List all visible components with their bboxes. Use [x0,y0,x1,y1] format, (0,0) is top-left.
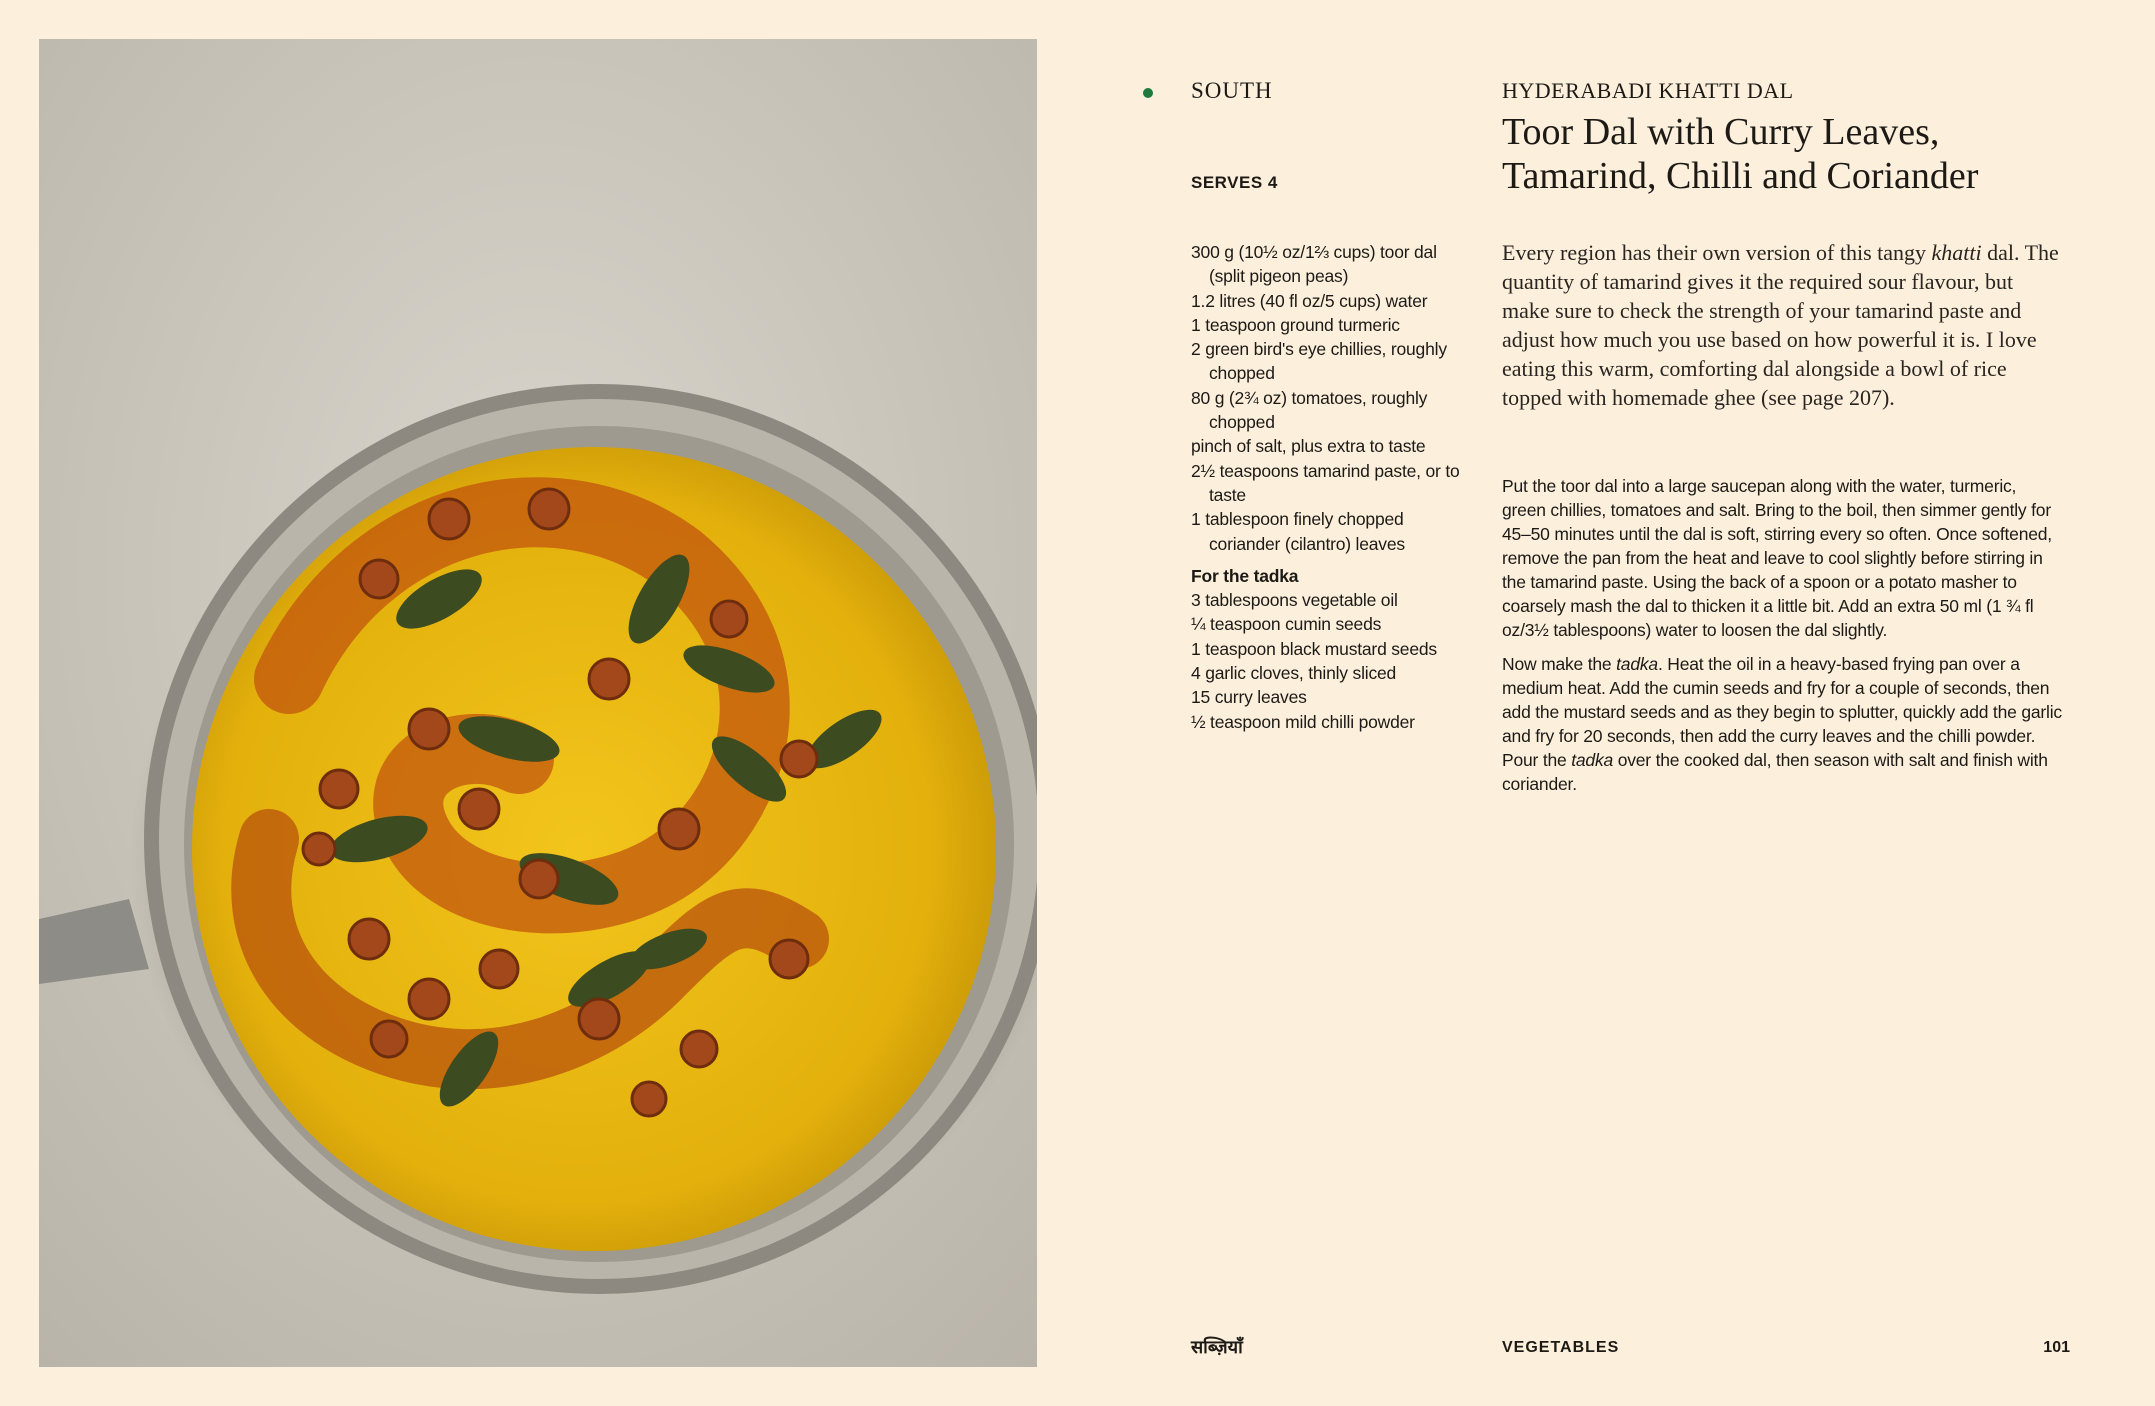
method-text: Now make the [1502,654,1617,674]
method-step-1: Put the toor dal into a large saucepan along with the water, turmeric, green chillies, tomatoes and salt. Bring to the boil, then simmer gently for 45–50 minutes until the dal is soft, stirring every so often. Once softened, remove the pan from the heat and leave to cool slightly before stirring in the tamarind paste. Using the back of a spoon or a potato masher to coarsely mash the dal to thicken it a little bit. Add an extra 50 ml (1 ¾ fl oz/3½ tablespoons) water to loosen the dal slightly. [1502,476,2052,640]
tadka-ingredient-item: ½ teaspoon mild chilli powder [1191,711,1415,732]
intro-text: Every region has their own version of this tangy [1502,240,1932,265]
tadka-ingredient-item: 1 teaspoon black mustard seeds [1191,638,1437,659]
dal-photo-illustration [39,39,1037,1367]
ingredient-item: 80 g (2¾ oz) tomatoes, roughly chopped [1191,387,1428,433]
page-number: 101 [2043,1339,2070,1356]
recipe-title [1502,110,2102,198]
region-dot [1143,88,1153,98]
footer-section-label: VEGETABLES [1502,1339,1620,1356]
tadka-ingredient-item: 15 curry leaves [1191,687,1307,708]
method-step-2 [1502,652,2062,796]
tadka-heading: For the tadka [1191,565,1299,586]
method-emphasis: tadka [1571,750,1614,770]
method-text: over the cooked dal, then season with salt and finish with coriander. [1502,750,2048,794]
ingredient-item: 2½ teaspoons tamarind paste, or to taste [1191,460,1460,505]
ingredient-item: 2 green bird's eye chillies, roughly chopped [1191,339,1447,384]
ingredient-item: 1.2 litres (40 fl oz/5 cups) water [1191,290,1428,311]
method-emphasis: tadka [1616,654,1658,674]
footer-hindi-label: सब्ज़ियाँ [1191,1337,1243,1357]
intro-emphasis: khatti [1931,240,1982,265]
intro-text-rest: dal. The quantity of tamarind gives it the required sour flavour, but make sure to check the strength of your tamarind paste and adjust how much you use based on how powerful it is. I love eating this warm, comforting dal alongside a bowl of rice topped with homemade ghee (see page 207). [1502,240,2059,410]
ingredient-item: 1 teaspoon ground turmeric [1191,314,1400,335]
tadka-ingredient-item: 4 garlic cloves, thinly sliced [1191,663,1397,684]
ingredient-item: 1 tablespoon finely chopped coriander (cilantro) leaves [1191,509,1405,554]
serves-label: SERVES 4 [1191,173,1278,192]
tadka-ingredient-item: 3 tablespoons vegetable oil [1191,590,1398,611]
recipe-subtitle: HYDERABADI KHATTI DAL [1502,78,1794,103]
recipe-method [1502,474,2062,806]
method-text: . Heat the oil in a heavy-based frying pan over a medium heat. Add the cumin seeds and fry for a couple of seconds, then add the mustard seeds and as they begin to splutter, quickly add the garlic and fry for 20 seconds, then add the curry leaves and the chilli powder. Pour the [1502,654,2062,770]
ingredient-item: pinch of salt, plus extra to taste [1191,436,1426,457]
ingredient-list [1191,240,1461,734]
dal-photo [39,39,1037,1367]
tadka-ingredient-item: ¼ teaspoon cumin seeds [1191,614,1382,635]
recipe-intro [1502,238,2062,412]
ingredient-item: 300 g (10½ oz/1⅔ cups) toor dal (split pigeon peas) [1191,242,1437,287]
recipe-title-line1: Toor Dal with Curry Leaves, [1502,111,1940,153]
region-label: SOUTH [1191,78,1273,103]
recipe-title-line2: Tamarind, Chilli and Coriander [1502,155,1979,197]
